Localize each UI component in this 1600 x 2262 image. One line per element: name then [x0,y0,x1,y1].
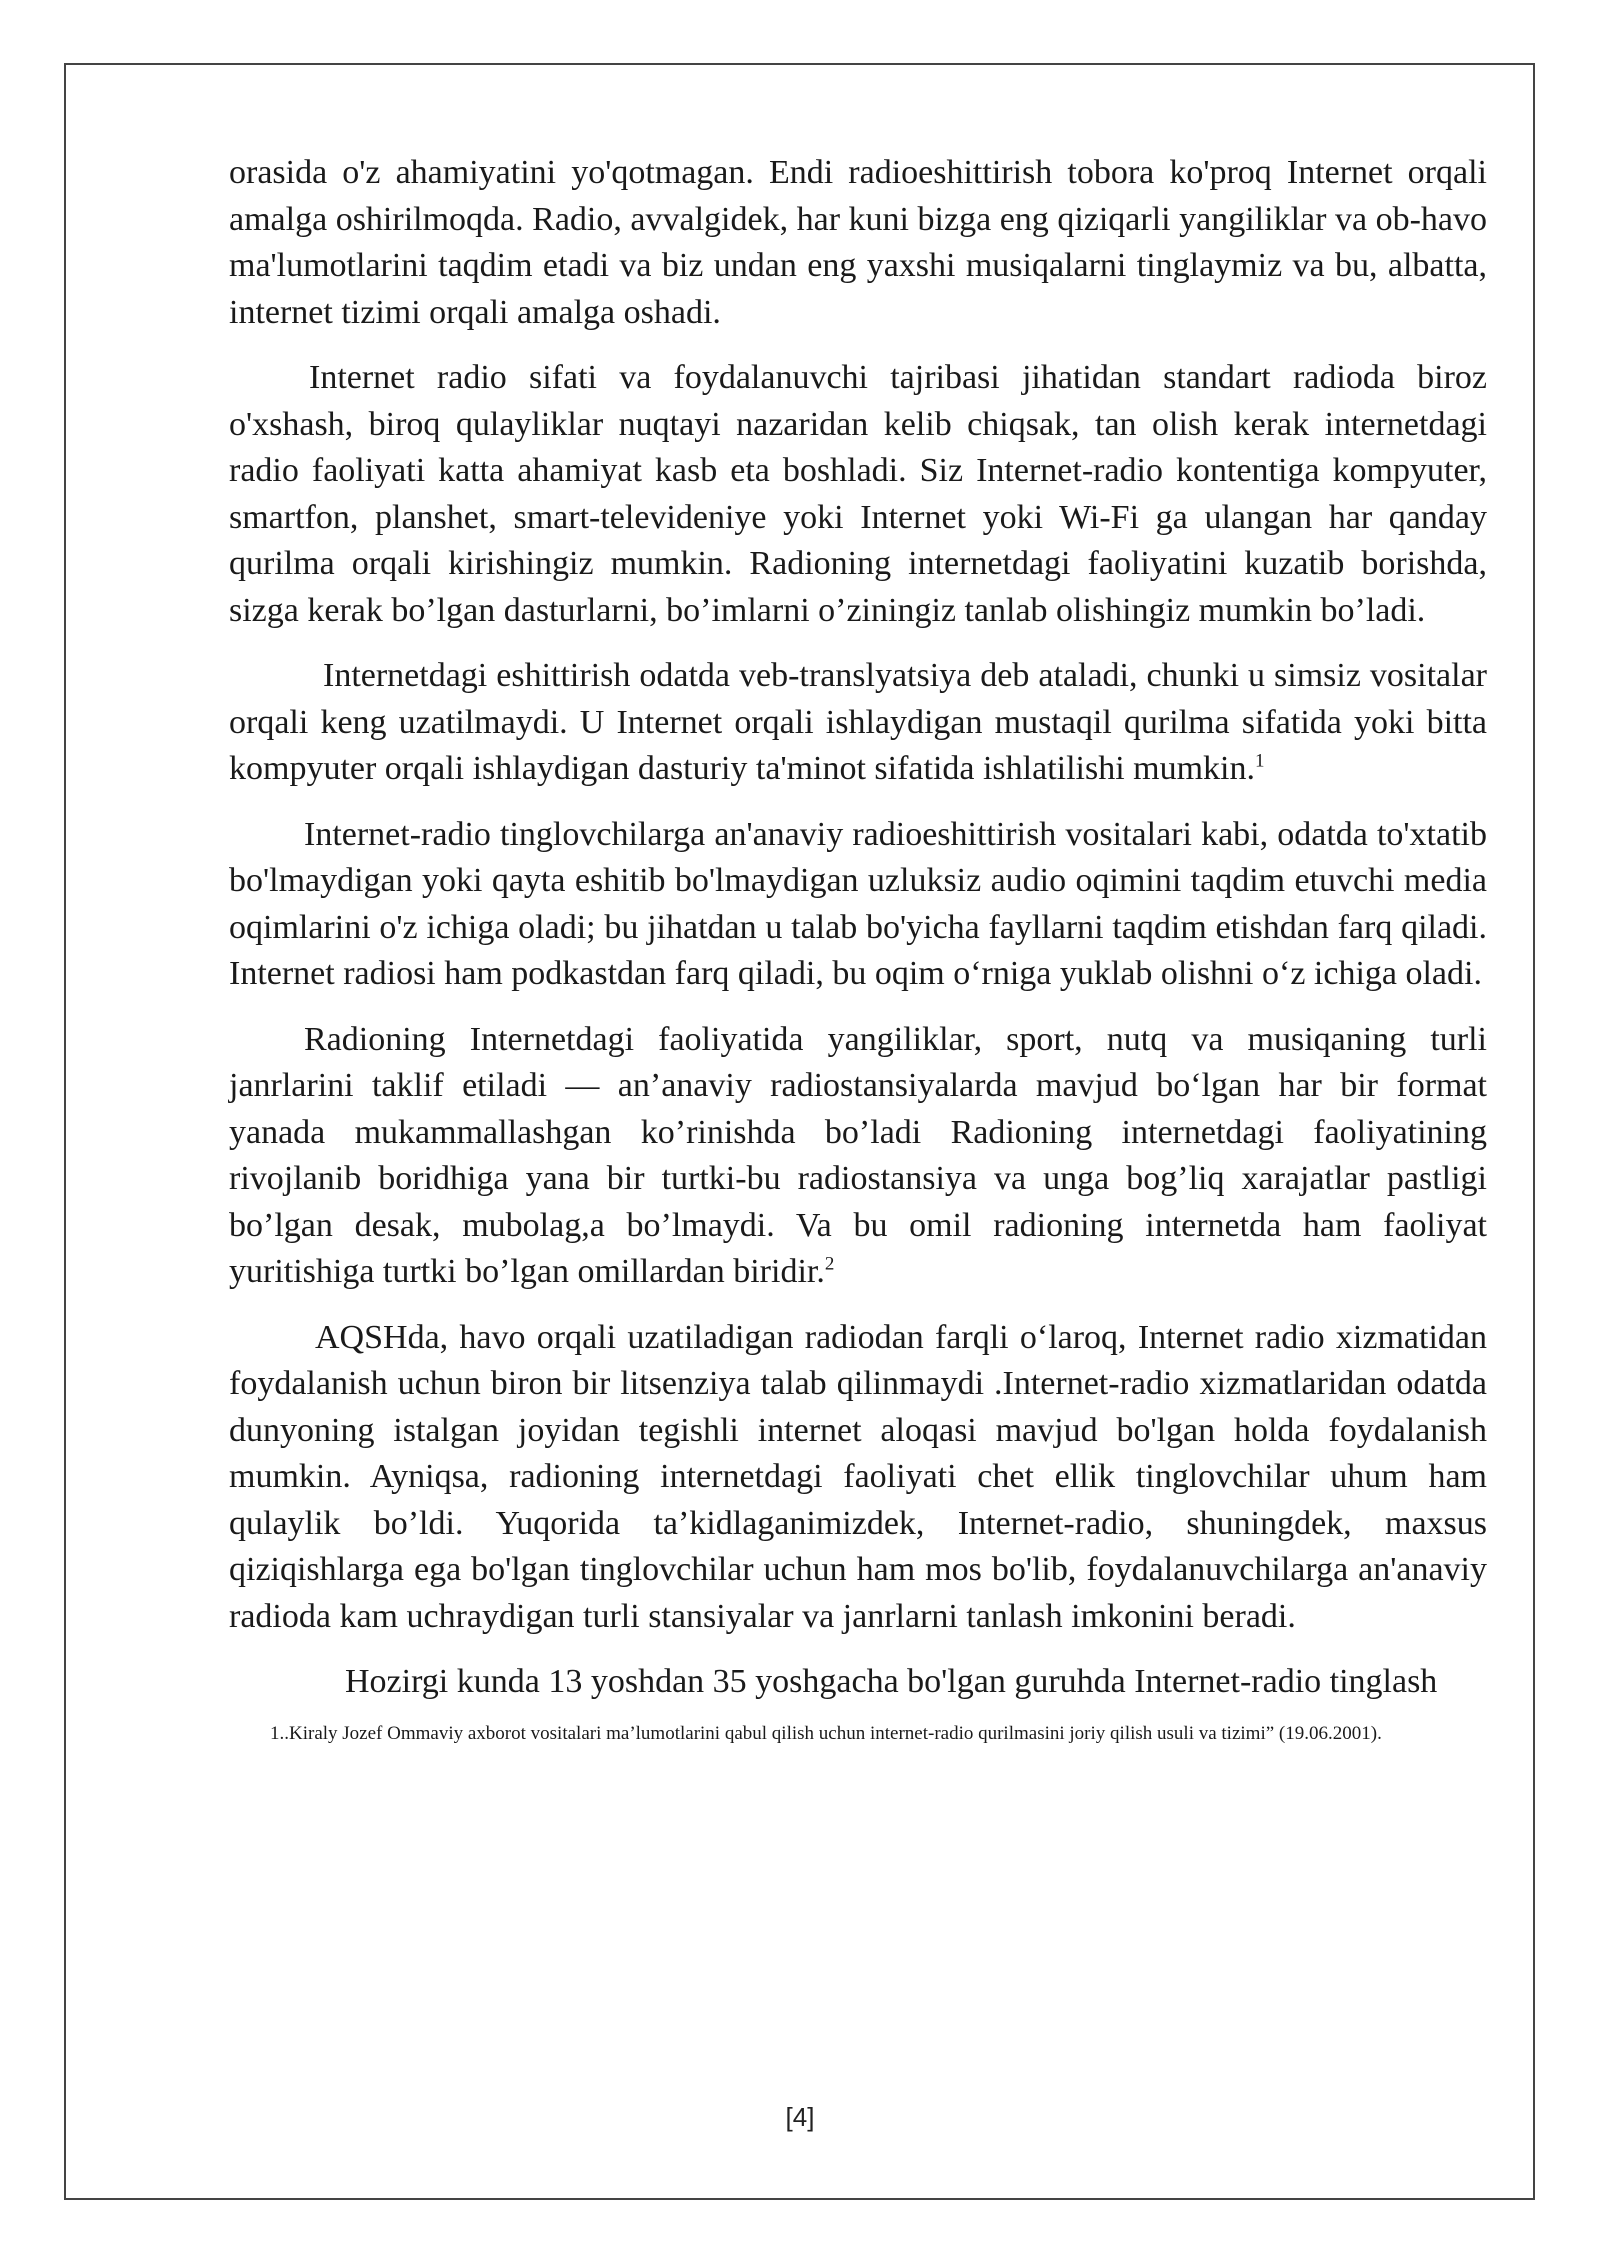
paragraph-4 [229,812,1487,998]
document-body [229,150,1487,1756]
paragraph-3 [229,653,1487,793]
paragraph-7 [229,1659,1487,1706]
footnote: 1..Kiraly Jozef Ommaviy axborot vositalari ma’lumotlarini qabul qilish uchun internet-radio qurilmasini joriy qilish usuli va tizimi” (19.06.2001). [270,1722,1382,1744]
paragraph-4-text: Internet-radio tinglovchilarga an'anaviy radioeshittirish vositalari kabi, odatda to'xtatib bo'lmaydigan yoki qayta eshitib bo'lmaydigan uzluksiz audio oqimini taqdim etuvchi media oqimlarini o'z ichiga oladi; bu jihatdan u talab bo'yicha fayllarni taqdim etishdan farq qiladi. Internet radiosi ham podkastdan farq qiladi, bu oqim o‘rniga yuklab olishni o‘z ichiga oladi. [229,815,1487,992]
paragraph-2-text: Internet radio sifati va foydalanuvchi tajribasi jihatidan standart radioda biroz o'xshash, biroq qulayliklar nuqtayi nazaridan kelib chiqsak, tan olish kerak internetdagi radio faoliyati katta ahamiyat kasb eta boshladi. Siz Internet-radio kontentiga kompyuter, smartfon, planshet, smart-televideniye yoki Internet yoki Wi-Fi ga ulangan har qanday qurilma orqali kirishingiz mumkin. Radioning internetdagi faoliyatini kuzatib borishda, sizga kerak bo’lgan dasturlarni, bo’imlarni o’ziningiz tanlab olishingiz mumkin bo’ladi. [229,359,1487,629]
footnote-ref-1: 1 [1255,750,1265,772]
paragraph-2 [229,355,1487,634]
paragraph-1-text: orasida o'z ahamiyatini yo'qotmagan. Endi radioeshittirish tobora ko'proq Internet orqali amalga oshirilmoqda. Radio, avvalgidek, har kuni bizga eng qiziqarli yangiliklar va ob-havo ma'lumotlarini taqdim etadi va biz undan eng yaxshi musiqalarni tinglaymiz va bu, albatta, internet tizimi orqali amalga oshadi. [229,154,1487,331]
paragraph-6 [229,1315,1487,1641]
paragraph-6-text: AQSHda, havo orqali uzatiladigan radiodan farqli o‘laroq, Internet radio xizmatidan foydalanish uchun biron bir litsenziya talab qilinmaydi .Internet-radio xizmatlaridan odatda dunyoning istalgan joyidan tegishli internet aloqasi mavjud bo'lgan holda foydalanish mumkin. Ayniqsa, radioning internetdagi faoliyati chet ellik tinglovchilar uhum ham qulaylik bo’ldi. Yuqorida ta’kidlaganimizdek, Internet-radio, shuningdek, maxsus qiziqishlarga ega bo'lgan tinglovchilar uchun ham mos bo'lib, foydalanuvchilarga an'anaviy radioda kam uchraydigan turli stansiyalar va janrlarni tanlash imkonini beradi. [229,1318,1487,1635]
page-number: [4] [785,2102,815,2132]
paragraph-3-text: Internetdagi eshittirish odatda veb-translyatsiya deb ataladi, chunki u simsiz vositalar orqali keng uzatilmaydi. U Internet orqali ishlaydigan mustaqil qurilma sifatida yoki bitta kompyuter orqali ishlaydigan dasturiy ta'minot sifatida ishlatilishi mumkin. [229,657,1487,787]
paragraph-5-text: Radioning Internetdagi faoliyatida yangiliklar, sport, nutq va musiqaning turli janrlarini taklif etiladi — an’anaviy radiostansiyalarda mavjud bo‘lgan har bir format yanada mukammallashgan ko’rinishda bo’ladi Radioning internetdagi faoliyatining rivojlanib boridhiga yana bir turtki-bu radiostansiya va unga bog’liq xarajatlar pastligi bo’lgan desak, mubolag,a bo’lmaydi. Va bu omil radioning internetda ham faoliyat yuritishiga turtki bo’lgan omillardan biridir. [229,1020,1487,1290]
footnote-ref-2: 2 [824,1253,835,1275]
paragraph-1 [229,150,1487,336]
paragraph-7-text: Hozirgi kunda 13 yoshdan 35 yoshgacha bo'lgan guruhda Internet-radio tinglash [345,1663,1438,1700]
paragraph-5 [229,1017,1487,1296]
